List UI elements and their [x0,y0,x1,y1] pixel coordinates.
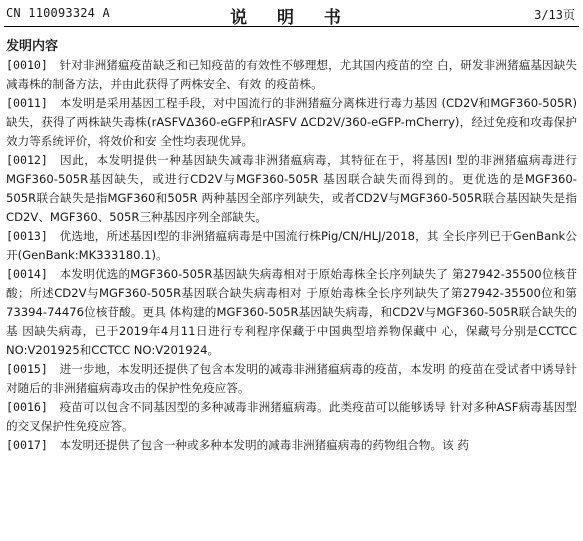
paragraph-number: [0015] [6,362,48,376]
paragraph-0014 [6,265,577,360]
paragraph-0016 [6,398,577,436]
paragraph-0010 [6,56,577,94]
document-title: 说 明 书 [230,8,353,28]
paragraph-0013 [6,227,577,265]
paragraph-text: 疫苗可以包含不同基因型的多种减毒非洲猪瘟病毒。此类疫苗可以能够诱导 针对多种ASF病毒基因型的交叉保护性免疫应答。 [6,400,577,433]
paragraph-text: 优选地，所述基因I型的非洲猪瘟病毒是中国流行株Pig/CN/HLJ/2018，其 全长序列已于GenBank公开(GenBank:MK333180.1)。 [6,229,577,262]
paragraph-number: [0014] [6,267,48,281]
paragraph-number: [0017] [6,438,48,452]
paragraph-0017 [6,436,577,455]
paragraph-number: [0012] [6,153,48,167]
paragraph-number: [0016] [6,400,48,414]
publication-number: CN 110093324 A [6,6,110,20]
paragraph-text: 本发明优选的MGF360-505R基因缺失病毒相对于原始毒株全长序列缺失了 第27942-35500位核苷酸；所述CD2V与MGF360-505R基因联合缺失病毒相对 于原始毒株全长序列缺失了第27942-35500位和第73394-74476位核苷酸。更具 体构建的MGF360-505R基因缺失病毒，和CD2V与MGF360-505R联合缺失的基 因缺失病毒，已于2019年4月11日进行专利程序保藏于中国典型培养物保藏中 心，保藏号分别是CCTCC NO:V201925和CCTCC NO:V201924。 [6,267,577,357]
paragraph-0011 [6,94,577,151]
paragraph-number: [0013] [6,229,48,243]
paragraph-text: 因此，本发明提供一种基因缺失减毒非洲猪瘟病毒，其特征在于，将基因I 型的非洲猪瘟病毒进行MGF360-505R基因缺失，或进行CD2V与MGF360-505R 基因联合缺失而得到的。更优选的是MGF360-505R联合缺失是指MGF360和505R 两种基因全部序列缺失，或者CD2V与MGF360-505R联合基因缺失是指CD2V、MGF360、505R三种基因序列全部缺失。 [6,153,577,224]
paragraph-text: 针对非洲猪瘟疫苗缺乏和已知疫苗的有效性不够理想，尤其国内疫苗的空 白，研发非洲猪瘟基因缺失减毒株的制备方法，并由此获得了两株安全、有效 的疫苗株。 [6,58,577,91]
paragraph-text: 本发明还提供了包含一种或多种本发明的减毒非洲猪瘟病毒的药物组合物。该 药 [59,438,469,452]
paragraph-text: 本发明是采用基因工程手段，对中国流行的非洲猪瘟分离株进行毒力基因 (CD2V和MGF360-505R)缺失，获得了两株缺失毒株(rASFVΔ360-eGFP和rASFV ΔCD2V/360-eGFP-mCherry)，经过免疫和攻毒保护效力等系统评价，将效价和安 全性均表现优异。 [6,96,577,148]
page-header [0,0,583,30]
document-body [6,37,577,455]
header-rule [4,26,579,27]
paragraph-0015 [6,360,577,398]
paragraph-number: [0010] [6,58,48,72]
paragraph-number: [0011] [6,96,48,110]
page-number: 3/13页 [534,8,575,22]
section-heading: 发明内容 [6,39,59,54]
paragraph-text: 进一步地，本发明还提供了包含本发明的减毒非洲猪瘟病毒的疫苗，本发明 的疫苗在受试者中诱导针对随后的非洲猪瘟病毒攻击的保护性免疫应答。 [6,362,577,395]
paragraph-0012 [6,151,577,227]
